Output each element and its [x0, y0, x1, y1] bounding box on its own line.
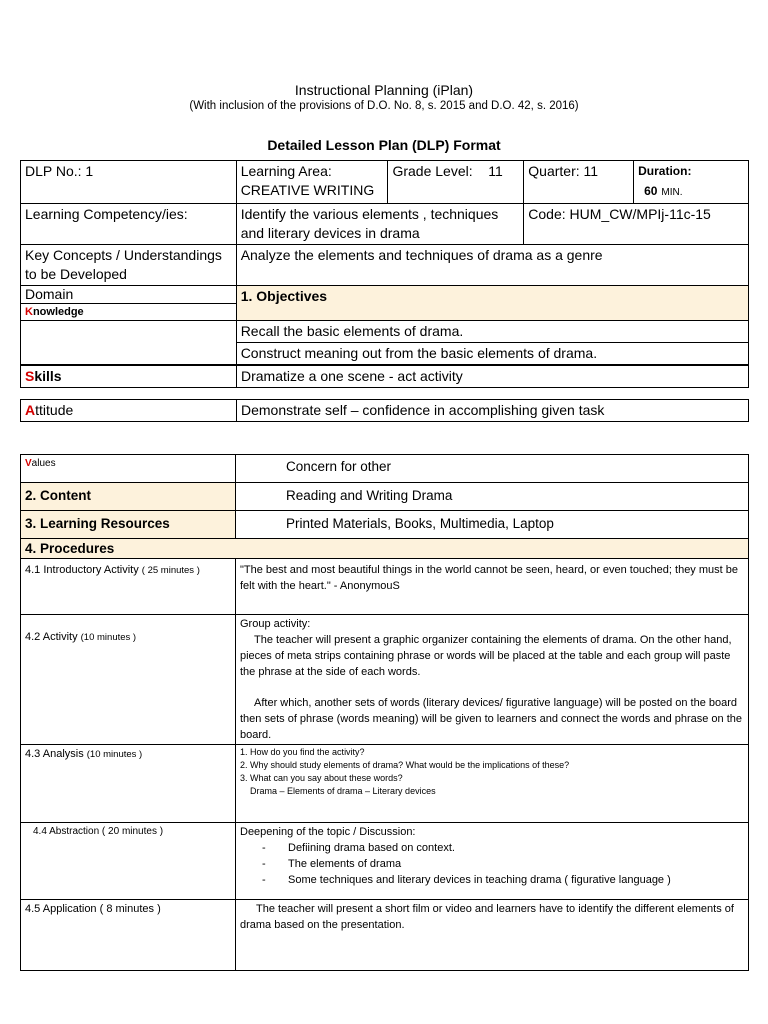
competency-value: Identify the various elements , techniques and literary devices in drama	[236, 204, 524, 245]
activity-heading: Group activity:	[240, 618, 311, 630]
learning-area	[236, 161, 388, 204]
values-label: Values	[21, 455, 236, 483]
analysis-question-1: 1. How do you find the activity?	[240, 747, 365, 757]
objectives-heading: 1. Objectives	[236, 286, 748, 321]
knowledge-label: nowledge	[32, 306, 84, 318]
content-label: 2. Content	[21, 483, 236, 511]
values-value: Concern for other	[236, 455, 749, 483]
knowledge-item-2: Construct meaning out from the basic elements of drama.	[236, 343, 748, 365]
abstraction-item-3: - Some techniques and literary devices in teaching drama ( figurative language )	[262, 872, 744, 888]
abstraction-heading: Deepening of the topic / Discussion:	[240, 826, 416, 838]
quarter: Quarter: 11	[524, 161, 634, 204]
activity-paragraph-1: The teacher will present a graphic organizer containing the elements of drama. On the other hand, pieces of meta strips containing phrase or words will be placed at the table and each group will paste the phrase at the side of each words.	[240, 634, 732, 678]
skills-value: Dramatize a one scene - act activity	[237, 366, 749, 388]
abstraction-label: 4.4 Abstraction ( 20 minutes )	[21, 823, 236, 900]
attitude-value: Demonstrate self – confidence in accomplishing given task	[237, 400, 749, 422]
content-value: Reading and Writing Drama	[236, 483, 749, 511]
activity-label: 4.2 Activity (10 minutes )	[21, 615, 236, 745]
intro-text: "The best and most beautiful things in the world cannot be seen, heard, or even touched; they must be felt with the heart." - AnonymouS	[236, 559, 749, 615]
abstraction-list	[240, 840, 744, 888]
analysis-time: (10 minutes )	[86, 749, 143, 760]
analysis-words: Drama – Elements of drama – Literary devices	[250, 786, 436, 796]
duration-label: Duration:	[638, 164, 692, 178]
attitude-table	[20, 399, 749, 422]
duration-unit: MIN.	[661, 187, 683, 198]
activity-text	[236, 615, 749, 745]
grade-level	[388, 161, 524, 204]
domain-cell	[21, 286, 237, 321]
resources-label: 3. Learning Resources	[21, 511, 236, 539]
knowledge-spacer	[21, 321, 237, 365]
activity-paragraph-2: After which, another sets of words (literary devices/ figurative language) will be posted on the board then sets of phrase (words meaning) will be given to learners and connect the words and phrase on the board.	[240, 697, 743, 741]
analysis-question-2: 2. Why should study elements of drama? What would be the implications of these?	[240, 760, 570, 770]
info-table	[20, 160, 749, 365]
page-title: Instructional Planning (iPlan)	[294, 82, 474, 98]
dlp-number: DLP No.: 1	[21, 161, 237, 204]
procedures-table	[20, 454, 749, 971]
attitude-label: Attitude	[21, 400, 237, 422]
domain-label: Domain	[21, 286, 236, 304]
key-concepts-label: Key Concepts / Understandings to be Developed	[21, 245, 237, 286]
abstraction-text	[236, 823, 749, 900]
application-label: 4.5 Application ( 8 minutes )	[21, 900, 236, 971]
knowledge-item-1: Recall the basic elements of drama.	[236, 321, 748, 343]
abstraction-item-1: - Defiining drama based on context.	[262, 840, 744, 856]
format-title: Detailed Lesson Plan (DLP) Format	[267, 137, 501, 153]
grade-level-label: Grade Level:	[392, 163, 473, 179]
abstraction-item-2: - The elements of drama	[262, 856, 744, 872]
analysis-question-3: 3. What can you say about these words?	[240, 773, 403, 783]
procedures-heading: 4. Procedures	[21, 539, 749, 559]
learning-area-label: Learning Area:	[240, 163, 332, 179]
intro-label: 4.1 Introductory Activity ( 25 minutes )	[21, 559, 236, 615]
analysis-text	[236, 745, 749, 823]
values-initial: V	[25, 458, 32, 469]
skills-initial: S	[25, 368, 35, 384]
resources-value: Printed Materials, Books, Multimedia, Laptop	[236, 511, 749, 539]
duration	[634, 161, 749, 204]
competency-label: Learning Competency/ies:	[21, 204, 237, 245]
intro-time: ( 25 minutes )	[141, 565, 200, 576]
skills-label: Skills	[21, 366, 237, 388]
knowledge-initial: K	[25, 306, 33, 318]
skills-table	[20, 365, 749, 388]
key-concepts-value: Analyze the elements and techniques of drama as a genre	[236, 245, 748, 286]
grade-level-value: 11	[488, 163, 503, 179]
duration-value: 60	[644, 184, 658, 198]
analysis-label: 4.3 Analysis (10 minutes )	[21, 745, 236, 823]
activity-time: (10 minutes )	[80, 632, 137, 643]
attitude-initial: A	[25, 402, 36, 418]
application-text: The teacher will present a short film or video and learners have to identify the different elements of drama based on the presentation.	[236, 900, 749, 971]
learning-area-value: CREATIVE WRITING	[240, 182, 375, 198]
competency-code: Code: HUM_CW/MPIj-11c-15	[524, 204, 749, 245]
page-subtitle: (With inclusion of the provisions of D.O. No. 8, s. 2015 and D.O. 42, s. 2016)	[189, 100, 579, 112]
